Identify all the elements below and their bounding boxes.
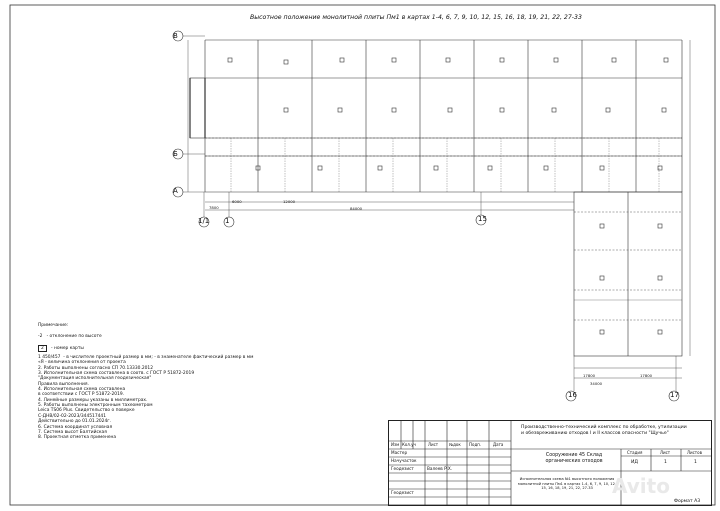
name-geodesist: Валеев Р.Х. (427, 466, 453, 471)
note-line: 7. Система высот Балтийская (38, 429, 107, 435)
note-line: Leica TS06 Plus. Свидетельство о поверке (38, 408, 135, 414)
project-name: Производственно-технический комплекс по обработке, утилизации и обезвреживанию отходов I и II классов опасности "Щучье" (521, 425, 687, 436)
note-line: 3. Исполнительная схема составлена в соотв. с ГОСТ Р 51872-2019 (38, 371, 195, 377)
drawing-title: Высотное положение монолитной плиты Пм1 в картах 1-4, 6, 7, 9, 10, 12, 15, 16, 18, 19, 21, 22, 27-33 (250, 14, 582, 21)
map-number-box (658, 224, 662, 228)
map-number-box (600, 276, 604, 280)
axis-label-1-1: 1/1 (198, 217, 210, 225)
sheets-value: 1 (694, 460, 697, 465)
map-number-box (338, 108, 342, 112)
sheet-label: Лист (660, 450, 671, 455)
map-number-box (662, 108, 666, 112)
map-number-box (392, 58, 396, 62)
dim-lower-2: 17800 (640, 373, 653, 378)
note-line: в соответствии с ГОСТ Р 51872-2019. (38, 392, 125, 398)
legend-deviation: -2 - отклонение по высоте (38, 334, 102, 340)
dim-lower-1: 17800 (583, 373, 596, 378)
dim-lower-total: 34000 (590, 381, 603, 386)
map-number-box (446, 58, 450, 62)
note-line: «Я - величина отклонения от проекта (38, 360, 126, 366)
notes-heading: Примечание: (38, 323, 69, 328)
map-number-box (658, 330, 662, 334)
map-number-box (600, 224, 604, 228)
dim-3: 12000 (283, 199, 296, 204)
legend-fraction: 1 450/457 - в числителе проектный размер в мм; - в знаменателе фактический размер в мм (38, 355, 254, 361)
note-line: Действительно до 01.01.2024г. (38, 419, 111, 425)
map-number-box (600, 330, 604, 334)
map-number-box (544, 166, 548, 170)
map-number-box (552, 108, 556, 112)
map-number-box (434, 166, 438, 170)
map-number-box (606, 108, 610, 112)
map-number-box (448, 108, 452, 112)
axis-label-16: 16 (568, 391, 577, 399)
axis-label-1: 1 (225, 217, 230, 225)
note-line: Правила выполнения. (38, 381, 89, 387)
axis-label-b: Б (173, 150, 178, 158)
role-master: Мастер (391, 450, 408, 455)
sheet-title: Исполнительная схема №1 высотного положения монолитной плиты Пм1 в картах 1-4, 6, 7, 9, 10, 12, 15, 16, 18, 19, 21, 22, 27-33 (517, 477, 617, 491)
axis-label-17: 17 (670, 391, 679, 399)
stage-value: ИД (631, 460, 639, 465)
head-podp: Подп. (469, 442, 482, 447)
note-line: 4. Исполнительная схема составлена (38, 387, 126, 393)
role-geodesist: Геодезист (391, 466, 414, 471)
map-number-box (340, 58, 344, 62)
watermark-logo: Avito (612, 474, 670, 498)
axis-label-v: В (173, 32, 178, 40)
format-label: Формат А3 (674, 499, 701, 504)
note-line: 4. Линейные размеры указаны в миллиметрах. (38, 397, 148, 403)
map-number-box (600, 166, 604, 170)
head-izm: Изм (391, 442, 400, 447)
map-number-box (284, 108, 288, 112)
map-number-box (378, 166, 382, 170)
sheet-value: 1 (664, 460, 667, 465)
map-number-box (284, 60, 288, 64)
role-geodesist-2: Геодезист (391, 490, 414, 495)
map-number-box (500, 58, 504, 62)
map-number-box (664, 58, 668, 62)
head-kol: Кол.уч (402, 442, 416, 447)
map-number-box (318, 166, 322, 170)
axis-label-a: А (173, 187, 178, 195)
note-line: "Документация исполнительная геодезическая" (38, 376, 152, 382)
head-ndok: №док (449, 442, 461, 447)
map-number-box (488, 166, 492, 170)
note-line: 6. Система координат условная (38, 424, 113, 430)
map-number-box (392, 108, 396, 112)
notes-block (38, 323, 253, 441)
stage-label: Стадия (627, 450, 643, 455)
map-number-box (228, 58, 232, 62)
dim-total: 84000 (350, 206, 363, 211)
head-data: Дата (493, 442, 504, 447)
sheets-label: Листов (687, 450, 702, 455)
building-name: Сооружение 45 Склад органических отходов (545, 453, 603, 464)
dim-2: 6000 (232, 199, 242, 204)
axis-label-15: 15 (478, 215, 487, 223)
note-line: 8. Проектная отметка применена (38, 435, 117, 441)
map-number-box (554, 58, 558, 62)
left-bay (190, 78, 205, 138)
note-line: 2. Работы выполнены согласно СП 70.13330.2012 (38, 365, 154, 371)
role-nachuchastok: Начучасток (391, 458, 417, 463)
head-list: Лист (428, 442, 439, 447)
map-number-box (612, 58, 616, 62)
map-number-box (500, 108, 504, 112)
note-line: 5. Работы выполнены электронным тахеометром (38, 403, 153, 409)
map-number-box (658, 276, 662, 280)
note-line: С-ДНВ/02-02-2023/344517441 (38, 413, 107, 419)
map-number-box (658, 166, 662, 170)
dim-1: 7800 (209, 205, 219, 210)
legend-map-number: 2 - номер карты (38, 346, 253, 351)
